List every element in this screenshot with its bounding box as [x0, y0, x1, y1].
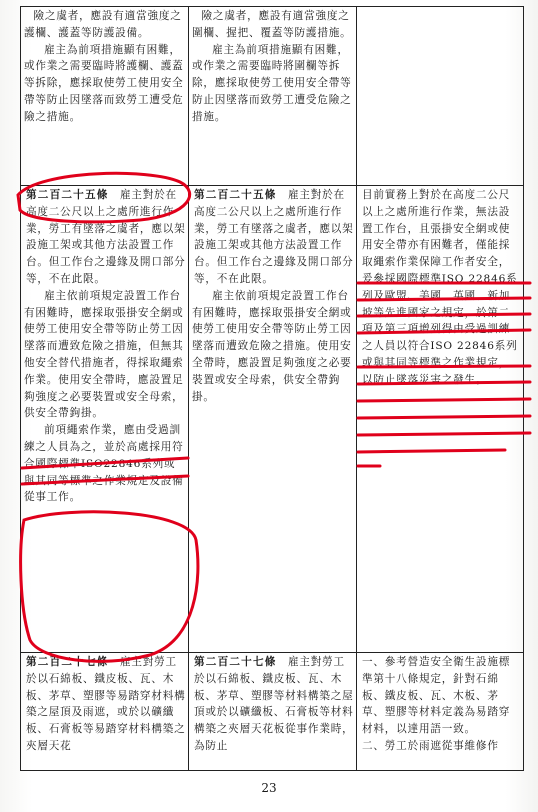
- amended-text-cell: [21, 653, 189, 771]
- paragraph: 險之虞者，應設有適當強度之護欄、護蓋等防護設備。: [24, 10, 182, 39]
- article-paragraph: [24, 187, 186, 288]
- paragraph: 雇主依前項規定設置工作台有困難時，應採取張掛安全網或使勞工使用安全帶等防止勞工因墜落而遭致危險之措施，但無其他安全替代措施者，得採取繩索作業。使用安全帶時，應設置足夠強度之必要裝置或安全母索，供安全帶鉤掛。: [24, 289, 184, 420]
- explanation-cell: [357, 653, 524, 771]
- paragraph: 前項繩索作業，應由受過訓練之人員為之，並於高處採用符合國際標準ISO22846系列或與其同等標準之作業規定及設備從事工作。: [24, 424, 184, 504]
- paragraph: 險之虞者，應設有適當強度之圍欄、握把、覆蓋等防護措施。: [192, 10, 352, 39]
- explanation-cell: [357, 7, 524, 186]
- paragraph: 目前實務上對於在高度二公尺以上之處所進行作業，無法設置工作台，且張掛安全網或使用安全帶亦有困難者，僅能採取繩索作業保障工作者安全，爰參採國際標準ISO 22846系列及歐盟、美國、英國、新加坡等先進國家之規定，於第二項及第三項增列得由受過訓練之人員以符合ISO 22846系列或與其同等標準之作業規定，以防止墜落災害之發生。: [362, 189, 518, 386]
- paragraph-text: 雇主對於在高度二公尺以上之處所進行作業，勞工有墜落之虞者，應以架設施工架或其他方法設置工作台。但工作台之邊緣及開口部分等，不在此限。: [26, 189, 186, 285]
- paragraph-text: 雇主對於在高度二公尺以上之處所進行作業，勞工有墜落之虞者，應以架設施工架或其他方法設置工作台。但工作台之邊緣及開口部分等，不在此限。: [194, 189, 354, 285]
- article-heading: 第二百二十五條: [194, 189, 277, 201]
- paragraph: 雇主為前項措施顯有困難，或作業之需要臨時將圍欄等拆除，應採取使勞工使用安全帶等防止因墜落而致勞工遭受危險之措施。: [192, 43, 352, 123]
- paragraph-text: 雇主對勞工於以石綿板、鐵皮板、瓦、木板、茅草、塑膠等易踏穿材料構築之屋頂及雨遮，或於以礦纖板、石膏板等易踏穿材料構築之夾層天花: [26, 656, 186, 752]
- explanation-cell: [357, 186, 524, 653]
- article-paragraph: [24, 654, 186, 755]
- paragraph: 雇主依前項規定設置工作台有困難時，應採取張掛安全網或使勞工使用安全帶等防止勞工因墜落而遭致危險之措施。使用安全帶時，應設置足夠強度之必要裝置或安全母索，供安全帶鉤掛。: [192, 289, 352, 403]
- table-row: [21, 653, 524, 771]
- original-text-cell: [189, 186, 357, 653]
- original-text-cell: [189, 653, 357, 771]
- table-row: [21, 7, 524, 186]
- paragraph: 雇主為前項措施顯有困難，或作業之需要臨時將護欄、護蓋等拆除，應採取使勞工使用安全帶等防止因墜落而致勞工遭受危險之措施。: [24, 43, 184, 123]
- article-heading: 第二百二十五條: [26, 189, 109, 201]
- paragraph-text: 雇主對勞工於以石綿板、鐵皮板、瓦、木板、茅草、塑膠等材料構築之屋頂或於以礦纖板、石膏板等材料構築之夾層天花板從事作業時，為防止: [194, 656, 354, 752]
- list-item: 一、參考營造安全衛生設施標準第十八條規定，針對石綿板、鐵皮板、瓦、木板、茅草、塑膠等材料定義為易踏穿材料，以達用語一致。: [362, 656, 511, 736]
- article-paragraph: [192, 654, 354, 755]
- article-heading: 第二百二十七條: [194, 656, 277, 668]
- page-number: 23: [261, 781, 277, 795]
- article-heading: 第二百二十七條: [26, 656, 109, 668]
- original-text-cell: [189, 7, 357, 186]
- table-row: [21, 186, 524, 653]
- list-item: 二、勞工於雨遮從事維修作: [362, 739, 499, 752]
- article-paragraph: [192, 187, 354, 288]
- amendment-comparison-table: [20, 6, 524, 771]
- amended-text-cell: [21, 7, 189, 186]
- amended-text-cell: [21, 186, 189, 653]
